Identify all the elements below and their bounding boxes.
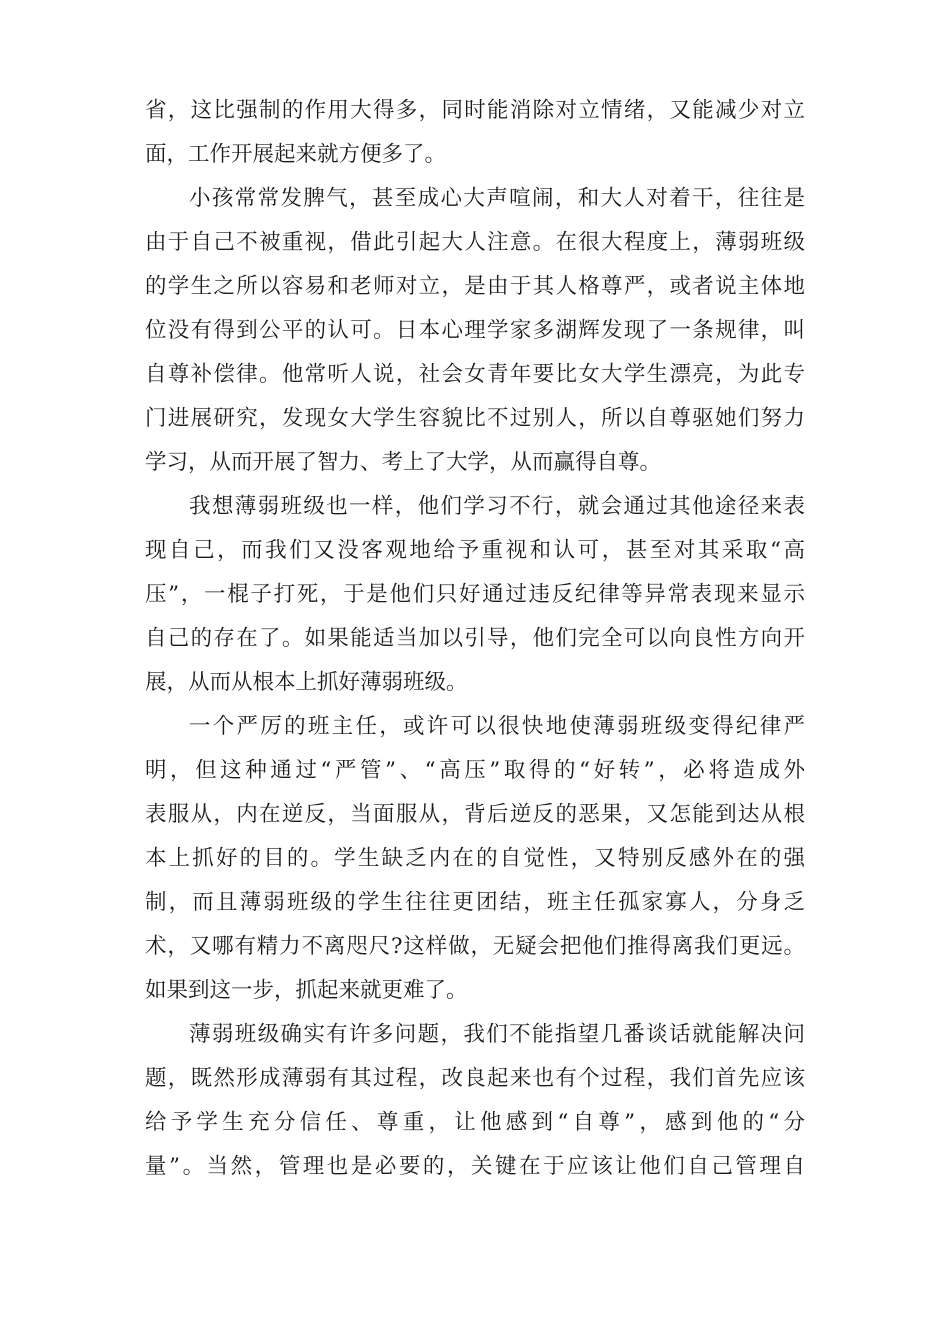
text-line: 制，而且薄弱班级的学生往往更团结，班主任孤家寡人，分身乏 bbox=[145, 890, 805, 915]
text-line: 本上抓好的目的。学生缺乏内在的自觉性，又特别反感外在的强 bbox=[145, 846, 805, 871]
text-line: 省，这比强制的作用大得多，同时能消除对立情绪，又能减少对立 bbox=[145, 98, 805, 123]
text-line: 由于自己不被重视，借此引起大人注意。在很大程度上，薄弱班级 bbox=[145, 230, 805, 255]
text-line: 如果到这一步，抓起来就更难了。 bbox=[145, 978, 468, 1003]
text-line: 量”。当然，管理也是必要的，关键在于应该让他们自己管理自 bbox=[145, 1154, 805, 1179]
text-line: 术，又哪有精力不离咫尺?这样做，无疑会把他们推得离我们更远。 bbox=[145, 934, 805, 959]
text-line: 现自己，而我们又没客观地给予重视和认可，甚至对其采取“高 bbox=[145, 538, 805, 563]
text-line: 位没有得到公平的认可。日本心理学家多湖辉发现了一条规律，叫 bbox=[145, 318, 805, 343]
text-line: 一个严厉的班主任，或许可以很快地使薄弱班级变得纪律严 bbox=[189, 714, 805, 739]
text-line: 表服从，内在逆反，当面服从，背后逆反的恶果，又怎能到达从根 bbox=[145, 802, 805, 827]
text-line: 薄弱班级确实有许多问题，我们不能指望几番谈话就能解决问 bbox=[189, 1022, 805, 1047]
text-line: 明，但这种通过“严管”、“高压”取得的“好转”，必将造成外 bbox=[145, 758, 805, 783]
document-body bbox=[145, 89, 805, 1189]
paragraph-1 bbox=[145, 89, 805, 177]
paragraph-5 bbox=[145, 1013, 805, 1189]
text-line: 我想薄弱班级也一样，他们学习不行，就会通过其他途径来表 bbox=[189, 494, 805, 519]
text-line: 压”，一棍子打死，于是他们只好通过违反纪律等异常表现来显示 bbox=[145, 582, 805, 607]
text-line: 门进展研究，发现女大学生容貌比不过别人，所以自尊驱她们努力 bbox=[145, 406, 805, 431]
paragraph-2 bbox=[145, 177, 805, 485]
text-line: 题，既然形成薄弱有其过程，改良起来也有个过程，我们首先应该 bbox=[145, 1066, 805, 1091]
paragraph-4 bbox=[145, 705, 805, 1013]
text-line: 展，从而从根本上抓好薄弱班级。 bbox=[145, 670, 468, 695]
text-line: 学习，从而开展了智力、考上了大学，从而赢得自尊。 bbox=[145, 450, 662, 475]
text-line: 自己的存在了。如果能适当加以引导，他们完全可以向良性方向开 bbox=[145, 626, 805, 651]
text-line: 的学生之所以容易和老师对立，是由于其人格尊严，或者说主体地 bbox=[145, 274, 805, 299]
text-line: 面，工作开展起来就方便多了。 bbox=[145, 142, 447, 167]
text-line: 给予学生充分信任、尊重，让他感到“自尊”，感到他的“分 bbox=[145, 1110, 805, 1135]
text-line: 小孩常常发脾气，甚至成心大声喧闹，和大人对着干，往往是 bbox=[189, 186, 805, 211]
text-line: 自尊补偿律。他常听人说，社会女青年要比女大学生漂亮，为此专 bbox=[145, 362, 805, 387]
paragraph-3 bbox=[145, 485, 805, 705]
